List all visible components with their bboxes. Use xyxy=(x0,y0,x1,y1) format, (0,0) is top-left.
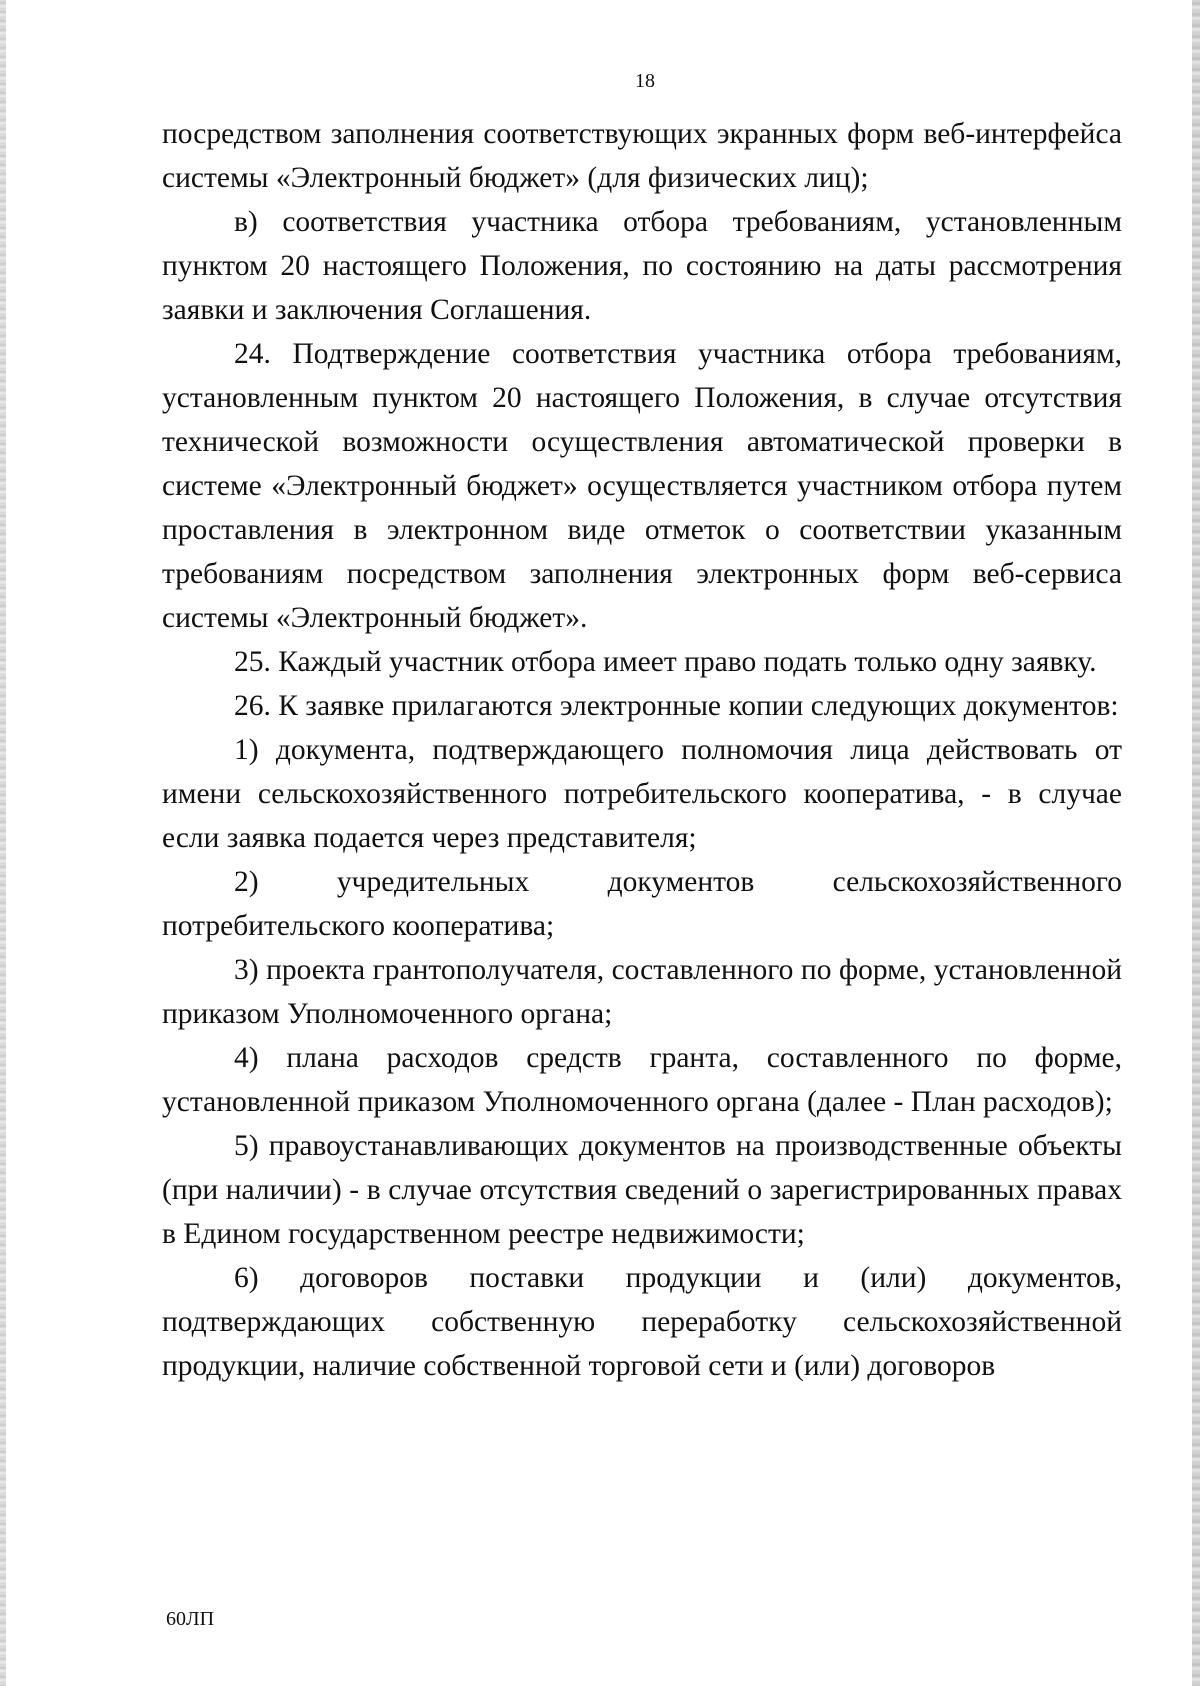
list-item-6: 6) договоров поставки продукции и (или) документов, подтверждающих собственную переработку сельскохозяйственной продукции, наличие собственной торговой сети и (или) договоров xyxy=(162,1262,1122,1382)
paragraph-24: 24. Подтверждение соответствия участника отбора требованиям, установленным пунктом 20 настоящего Положения, в случае отсутствия технической возможности осуществления автоматической проверки в системе «Электронный бюджет» осуществляется участником отбора путем проставления в электронном виде отметок о соответствии указанным требованиям посредством заполнения электронных форм веб-сервиса системы «Электронный бюджет». xyxy=(162,338,1122,634)
paragraph-continuation: посредством заполнения соответствующих экранных форм веб-интерфейса системы «Электронный бюджет» (для физических лиц); xyxy=(162,118,1122,194)
list-item-3: 3) проекта грантополучателя, составленного по форме, установленной приказом Уполномоченного органа; xyxy=(162,954,1122,1030)
scan-edge-left xyxy=(0,0,6,1686)
list-item-5: 5) правоустанавливающих документов на производственные объекты (при наличии) - в случае отсутствия сведений о зарегистрированных правах в Едином государственном реестре недвижимости; xyxy=(162,1130,1122,1250)
paragraph-25: 25. Каждый участник отбора имеет право подать только одну заявку. xyxy=(234,646,1097,678)
scan-edge-right xyxy=(1192,0,1200,1686)
list-item-4: 4) плана расходов средств гранта, составленного по форме, установленной приказом Уполномоченного органа (далее - План расходов); xyxy=(162,1042,1122,1118)
document-footer-code: 60ЛП xyxy=(166,1608,215,1630)
page-number: 18 xyxy=(635,70,655,92)
document-body xyxy=(162,112,1122,1388)
paragraph-26: 26. К заявке прилагаются электронные копии следующих документов: xyxy=(234,690,1119,722)
list-item-2: 2) учредительных документов сельскохозяйственного потребительского кооператива; xyxy=(162,866,1122,942)
list-item-1: 1) документа, подтверждающего полномочия лица действовать от имени сельскохозяйственного потребительского кооператива, - в случае если заявка подается через представителя; xyxy=(162,734,1122,854)
paragraph-item-v: в) соответствия участника отбора требованиям, установленным пунктом 20 настоящего Положения, по состоянию на даты рассмотрения заявки и заключения Соглашения. xyxy=(162,206,1122,326)
